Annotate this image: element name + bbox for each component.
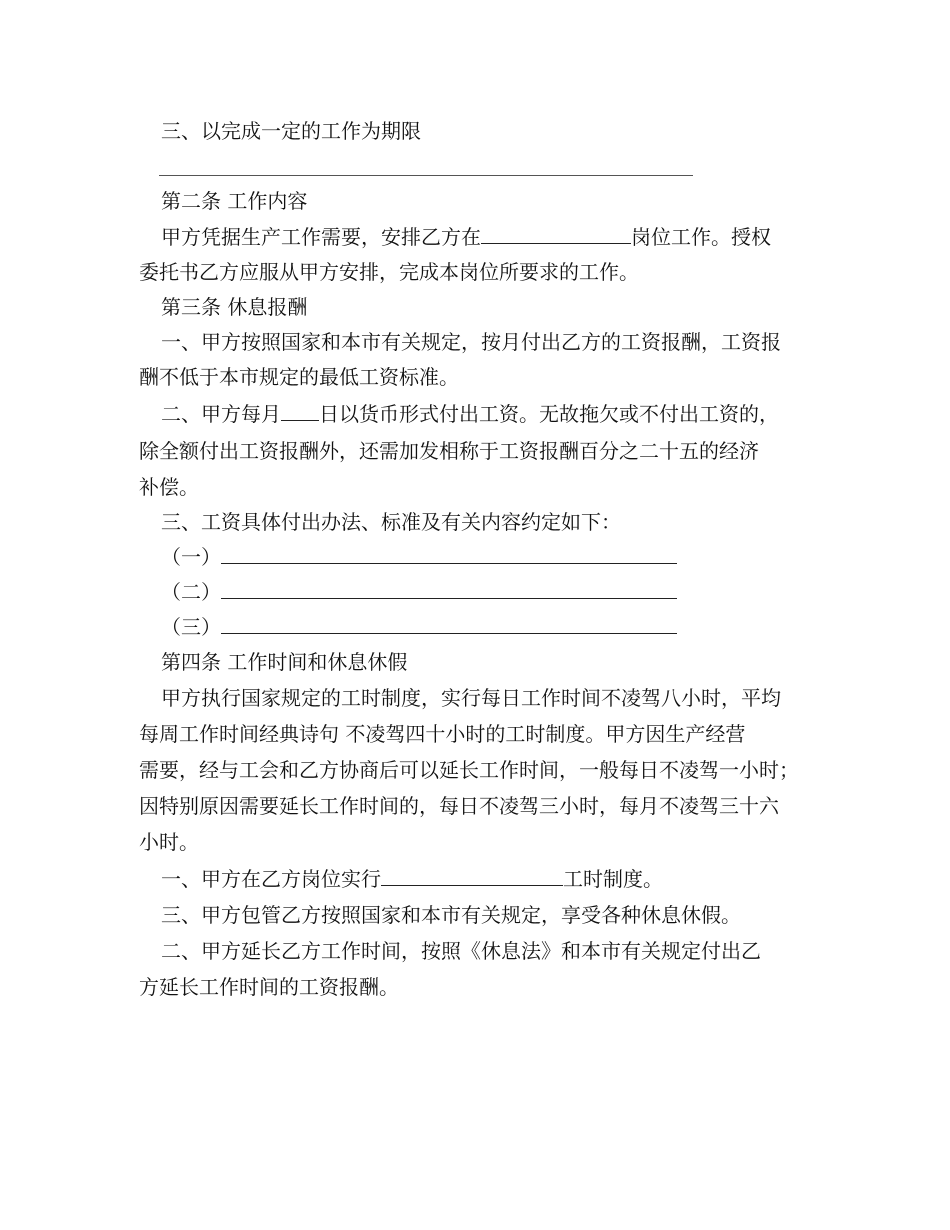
wage-item-1-blank[interactable] <box>221 543 677 564</box>
article-4-clause-3: 三、甲方包管乙方按照国家和本市有关规定，享受各种休息休假。 <box>161 903 741 927</box>
article-3-clause-2-line-2: 除全额付出工资报酬外，还需加发相称于工资报酬百分之二十五的经济 <box>139 439 759 463</box>
wage-item-2-blank[interactable] <box>221 578 677 599</box>
article-4-paragraph-line-4: 因特别原因需要延长工作时间的，每日不凌驾三小时，每月不凌驾三十六 <box>139 794 779 818</box>
article-4-title: 第四条 工作时间和休息休假 <box>161 650 408 674</box>
article-3-clause-3: 三、工资具体付出办法、标准及有关内容约定如下： <box>161 510 621 534</box>
article-3-title: 第三条 休息报酬 <box>161 295 308 319</box>
wage-item-2: （二） <box>161 575 677 610</box>
article-3-clause-2-line-1: 二、甲方每月 日以货币形式付出工资。无故拖欠或不付出工资的， <box>161 402 779 426</box>
horizontal-rule <box>159 175 693 176</box>
article-2-title: 第二条 工作内容 <box>161 189 308 213</box>
article-3-clause-1-line-2: 酬不低于本市规定的最低工资标准。 <box>139 365 459 389</box>
term-option-3: 三、以完成一定的工作为期限 <box>161 119 421 143</box>
article-3-clause-2-line-3: 补偿。 <box>139 475 199 499</box>
article-3-clause-1-line-1: 一、甲方按照国家和本市有关规定，按月付出乙方的工资报酬，工资报 <box>161 330 781 354</box>
payday-blank[interactable] <box>281 400 319 421</box>
article-4-paragraph-line-1: 甲方执行国家规定的工时制度，实行每日工作时间不凌驾八小时，平均 <box>161 686 781 710</box>
article-2-paragraph-line-1: 甲方凭据生产工作需要，安排乙方在 岗位工作。授权 <box>161 225 771 249</box>
article-4-clause-2-line-1: 二、甲方延长乙方工作时间，按照《休息法》和本市有关规定付出乙 <box>161 939 761 963</box>
position-blank[interactable] <box>481 223 631 244</box>
article-4-paragraph-line-2: 每周工作时间经典诗句 不凌驾四十小时的工时制度。甲方因生产经营 <box>139 722 746 746</box>
article-2-paragraph-line-2: 委托书乙方应服从甲方安排，完成本岗位所要求的工作。 <box>139 260 639 284</box>
wage-item-1: （一） <box>161 540 677 575</box>
article-4-paragraph-line-3: 需要，经与工会和乙方协商后可以延长工作时间，一般每日不凌驾一小时； <box>139 758 799 782</box>
working-hours-blank[interactable] <box>381 865 563 886</box>
article-4-paragraph-line-5: 小时。 <box>139 830 199 854</box>
article-4-clause-2-line-2: 方延长工作时间的工资报酬。 <box>139 975 399 999</box>
wage-item-3: （三） <box>161 610 677 645</box>
wage-item-3-blank[interactable] <box>221 613 677 634</box>
article-4-clause-1: 一、甲方在乙方岗位实行 工时制度。 <box>161 867 663 891</box>
